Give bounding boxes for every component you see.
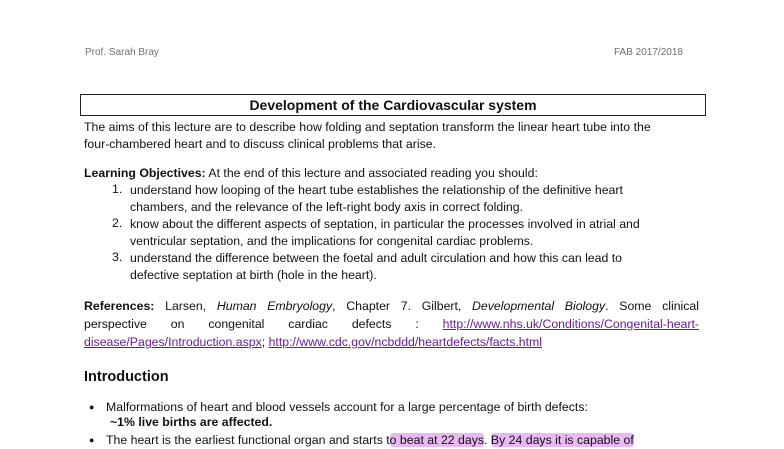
book-title-2: Developmental Biology [472,299,606,313]
nhs-link-continued[interactable]: disease/Pages/Introduction.aspx [84,335,262,349]
references-line-1 [84,298,699,315]
section-heading-introduction: Introduction [84,369,169,385]
highlighted-text: By 24 days it is capable of [490,433,634,447]
objective-1-line-1: understand how looping of the heart tube establishes the relationship of the definitive heart [130,183,623,197]
bullet-2-text: The heart is the earliest functional organ and starts t [106,433,390,447]
objective-2-line-2: ventricular septation, and the implications for congenital cardiac problems. [130,234,534,248]
references-label: References: [84,299,155,313]
nhs-link[interactable]: http://www.nhs.uk/Conditions/Congenital-heart- [442,317,699,331]
objective-1-number: 1. [112,182,123,196]
references-text: perspective on congenital cardiac defects : [84,317,443,331]
highlighted-text: o beat at 22 days [389,433,485,447]
page-title: Development of the Cardiovascular system [80,94,706,116]
aims-line-2: four-chambered heart and to discuss clinical problems that arise. [84,137,436,151]
header-author: Prof. Sarah Bray [85,47,159,58]
objective-3-number: 3. [112,250,123,264]
header-course: FAB 2017/2018 [614,47,683,58]
references-separator: ; [261,335,269,349]
references-text: , Chapter 7. Gilbert, [332,299,473,313]
references-line-2 [84,316,699,333]
bullet-1-line-1: Malformations of heart and blood vessels account for a large percentage of birth defects: [106,400,588,414]
bullet-2-text: . [484,433,491,447]
bullet-icon: ● [89,402,95,412]
objective-1-line-2: chambers, and the relevance of the left-right body axis in correct folding. [130,200,524,214]
references-text: . Some clinical [605,299,699,313]
objectives-label: Learning Objectives: [84,166,206,180]
bullet-1-line-2: ~1% live births are affected. [110,415,273,429]
objectives-intro-text: At the end of this lecture and associated reading you should: [205,166,538,180]
cdc-link[interactable]: http://www.cdc.gov/ncbddd/heartdefects/facts.html [268,335,542,349]
objective-3-line-1: understand the difference between the foetal and adult circulation and how this can lead to [130,251,622,265]
references-line-3 [84,334,699,351]
book-title-1: Human Embryology [216,299,333,313]
objective-2-line-1: know about the different aspects of septation, in particular the processes involved in atrial and [130,217,640,231]
objectives-intro [84,165,704,182]
bullet-icon: ● [89,435,95,445]
objective-3-line-2: defective septation at birth (hole in the heart). [130,268,377,282]
aims-line-1: The aims of this lecture are to describe how folding and septation transform the linear heart tube into the [84,120,651,134]
references-text: Larsen, [154,299,217,313]
objective-2-number: 2. [112,216,123,230]
